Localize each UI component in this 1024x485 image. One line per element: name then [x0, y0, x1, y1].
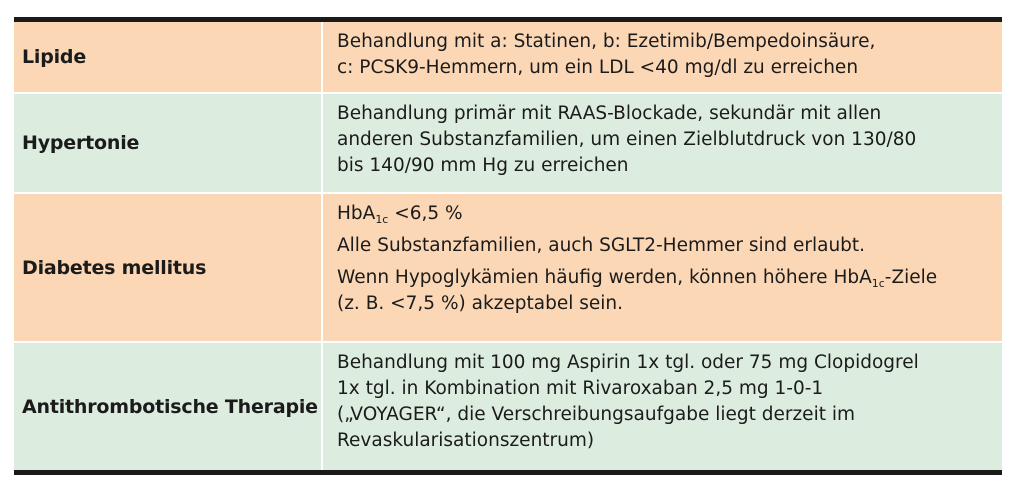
content-line: Behandlung primär mit RAAS-Blockade, sekundär mit allen	[337, 103, 882, 124]
row-label: Lipide	[22, 46, 87, 68]
row-label: Antithrombotische Therapie	[22, 395, 318, 418]
content-line: („VOYAGER“, die Verschreibungsaufgabe liegt derzeit im	[337, 404, 855, 425]
row-content	[323, 343, 1002, 470]
row-content	[323, 94, 1002, 192]
table-row-lipide	[14, 22, 1002, 94]
hypoglycemia-note	[337, 265, 994, 317]
content-line: c: PCSK9-Hemmern, um ein LDL <40 mg/dl zu erreichen	[337, 57, 859, 78]
content-line: 1x tgl. in Kombination mit Rivaroxaban 2,5 mg 1-0-1	[337, 378, 824, 399]
content-line: anderen Substanzfamilien, um einen Zielblutdruck von 130/80	[337, 129, 917, 150]
therapy-table	[14, 17, 1002, 475]
hba-prefix: HbA	[337, 203, 376, 224]
table-row-antithrombotisch	[14, 343, 1002, 470]
row-label: Diabetes mellitus	[22, 256, 207, 279]
substance-note: Alle Substanzfamilien, auch SGLT2-Hemmer sind erlaubt.	[337, 235, 866, 256]
content-line: Behandlung mit a: Statinen, b: Ezetimib/Bempedoinsäure,	[337, 31, 876, 52]
row-content	[323, 22, 1002, 92]
table-row-diabetes	[14, 194, 1002, 343]
hba-subscript: 1c	[375, 213, 389, 226]
content-line: Behandlung mit 100 mg Aspirin 1x tgl. oder 75 mg Clopidogrel	[337, 352, 919, 373]
note-line2: (z. B. <7,5 %) akzeptabel sein.	[337, 293, 624, 314]
note-subscript: 1c	[871, 277, 885, 290]
hba1c-target	[337, 201, 994, 227]
note-prefix: Wenn Hypoglykämien häufig werden, können höhere HbA	[337, 267, 872, 288]
content-line: Revaskularisationszentrum)	[337, 430, 595, 451]
note-suffix: -Ziele	[884, 267, 938, 288]
table-row-hypertonie	[14, 94, 1002, 194]
content-line: bis 140/90 mm Hg zu erreichen	[337, 155, 629, 176]
row-label: Hypertonie	[22, 132, 140, 154]
hba-suffix: <6,5 %	[388, 203, 463, 224]
row-content	[323, 194, 1002, 341]
